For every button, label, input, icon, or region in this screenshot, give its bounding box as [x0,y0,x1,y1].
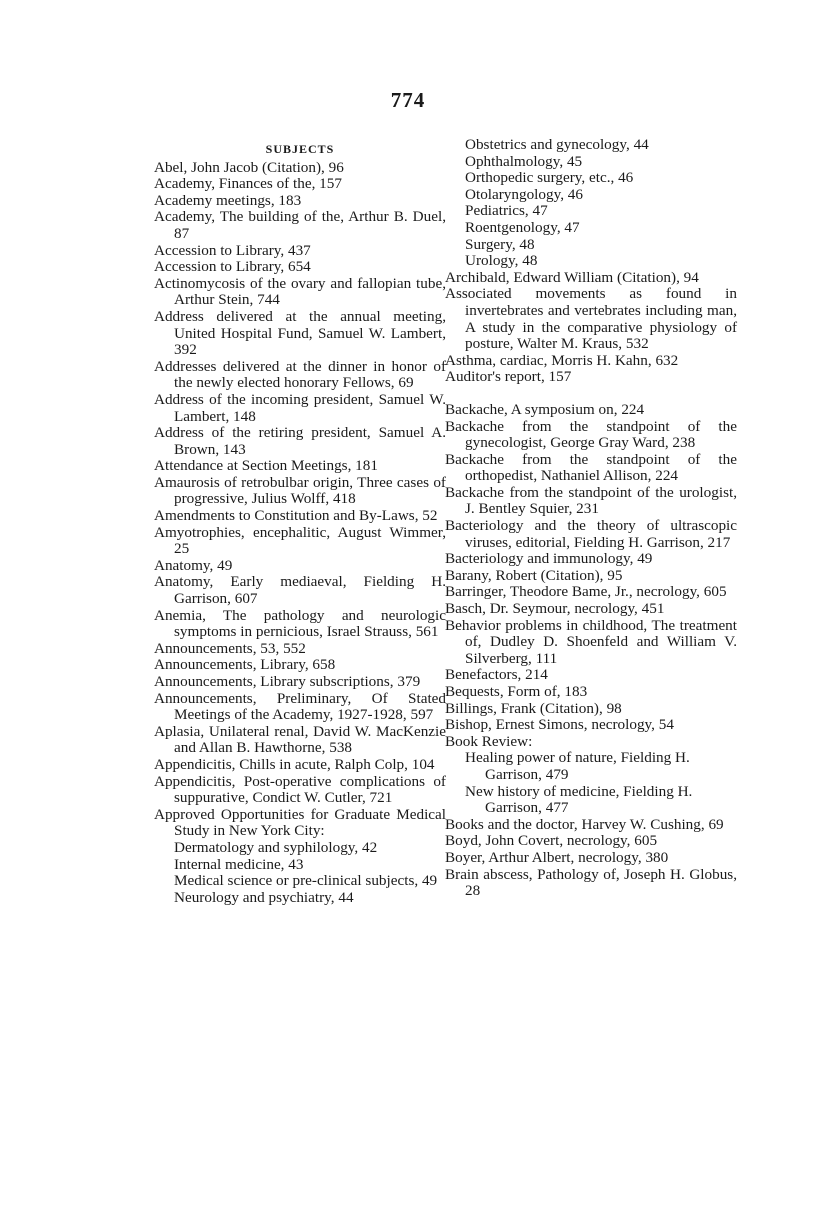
index-entry: Auditor's report, 157 [445,368,572,386]
index-subentry: Dermatology and syphilology, 42 [174,838,378,856]
index-entry: Backache, A symposium on, 224 [445,400,645,418]
index-entry: Amyotrophies, encephalitic, August Wimmer, 25 [154,523,446,558]
index-entry: Archibald, Edward William (Citation), 94 [445,268,699,286]
index-entry: Announcements, 53, 552 [154,639,306,657]
index-entry: Basch, Dr. Seymour, necrology, 451 [445,600,665,618]
index-entry: Brain abscess, Pathology of, Joseph H. Globus, 28 [445,865,737,900]
index-entry: Backache from the standpoint of the urologist, J. Bentley Squier, 231 [445,483,737,518]
index-entry: Academy, Finances of the, 157 [154,175,342,193]
index-entry: Announcements, Library subscriptions, 379 [154,673,421,690]
index-entry: Books and the doctor, Harvey W. Cushing, 69 [445,815,724,833]
index-subentry: Roentgenology, 47 [465,218,580,236]
index-subentry: Otolaryngology, 46 [465,185,583,203]
index-entry: Associated movements as found in invertebrates and vertebrates including man, A study in the comparative physiology of posture, Walter M. Kraus, 532 [445,285,737,353]
index-entry: Announcements, Preliminary, Of Stated Meetings of the Academy, 1927-1928, 597 [154,689,446,724]
index-entry: Anemia, The pathology and neurologic symptoms in pernicious, Israel Strauss, 561 [154,606,446,641]
left-entry-list [154,160,446,907]
index-subentry: Urology, 48 [465,252,538,270]
index-entry: Appendicitis, Post-operative complications of suppurative, Condict W. Cutler, 721 [154,772,446,807]
index-subentry: Neurology and psychiatry, 44 [174,888,354,906]
index-column-left [154,137,446,906]
index-entry: Aplasia, Unilateral renal, David W. MacKenzie and Allan B. Hawthorne, 538 [154,722,446,757]
index-entry: Approved Opportunities for Graduate Medical Study in New York City: [154,805,446,840]
index-column-right [445,137,737,900]
index-entry: Abel, John Jacob (Citation), 96 [154,158,344,176]
index-entry: Boyd, John Covert, necrology, 605 [445,832,658,850]
index-entry: Asthma, cardiac, Morris H. Kahn, 632 [445,351,679,369]
index-subentry: New history of medicine, Fielding H. Garrison, 477 [465,782,693,817]
index-subentry: Pediatrics, 47 [465,202,548,220]
index-subentry: Surgery, 48 [465,235,535,253]
index-subentry: Obstetrics and gynecology, 44 [465,136,649,153]
index-entry: Benefactors, 214 [445,666,548,684]
index-subentry: Orthopedic surgery, etc., 46 [465,169,634,187]
index-entry: Address of the incoming president, Samuel W. Lambert, 148 [154,390,446,425]
index-entry: Anatomy, Early mediaeval, Fielding H. Garrison, 607 [154,573,446,608]
index-entry: Backache from the standpoint of the gynecologist, George Gray Ward, 238 [445,417,737,452]
index-subentry: Medical science or pre-clinical subjects, 49 [174,872,438,890]
index-entry: Actinomycosis of the ovary and fallopian tube, Arthur Stein, 744 [154,274,446,309]
index-entry: Barany, Robert (Citation), 95 [445,566,623,584]
index-entry: Accession to Library, 437 [154,241,311,259]
index-entry: Boyer, Arthur Albert, necrology, 380 [445,848,669,866]
index-entry: Address delivered at the annual meeting, United Hospital Fund, Samuel W. Lambert, 392 [154,307,446,359]
index-entry: Announcements, Library, 658 [154,656,336,674]
index-entry: Address of the retiring president, Samuel A. Brown, 143 [154,424,446,458]
index-entry: Barringer, Theodore Bame, Jr., necrology, 605 [445,583,727,601]
index-entry: Bacteriology and immunology, 49 [445,550,653,568]
section-heading: SUBJECTS [265,142,335,156]
index-entry: Bequests, Form of, 183 [445,683,588,700]
index-entry: Academy meetings, 183 [154,191,302,209]
index-entry: Academy, The building of the, Arthur B. Duel, 87 [154,208,446,242]
section-gap [445,386,737,402]
index-entry: Behavior problems in childhood, The treatment of, Dudley D. Shoenfeld and William V. Silverberg, 111 [445,616,737,667]
index-entry: Amendments to Constitution and By-Laws, 52 [154,507,438,525]
index-entry: Book Review: [445,732,533,750]
index-entry: Anatomy, 49 [154,556,233,574]
index-entry: Backache from the standpoint of the orthopedist, Nathaniel Allison, 224 [445,450,737,485]
page-number: 774 [390,88,426,112]
index-entry: Bacteriology and the theory of ultrascopic viruses, editorial, Fielding H. Garrison, 217 [445,517,737,551]
index-entry: Addresses delivered at the dinner in honor of the newly elected honorary Fellows, 69 [154,357,446,392]
right-entry-list [445,137,737,900]
index-entry: Attendance at Section Meetings, 181 [154,457,378,475]
index-subentry: Healing power of nature, Fielding H. Garrison, 479 [465,749,690,783]
index-subentry: Ophthalmology, 45 [465,152,583,170]
index-entry: Accession to Library, 654 [154,258,311,276]
index-entry: Billings, Frank (Citation), 98 [445,699,622,717]
index-entry: Amaurosis of retrobulbar origin, Three cases of progressive, Julius Wolff, 418 [154,473,446,508]
index-entry: Appendicitis, Chills in acute, Ralph Colp, 104 [154,755,435,773]
index-subentry: Internal medicine, 43 [174,855,304,873]
index-entry: Bishop, Ernest Simons, necrology, 54 [445,716,674,734]
